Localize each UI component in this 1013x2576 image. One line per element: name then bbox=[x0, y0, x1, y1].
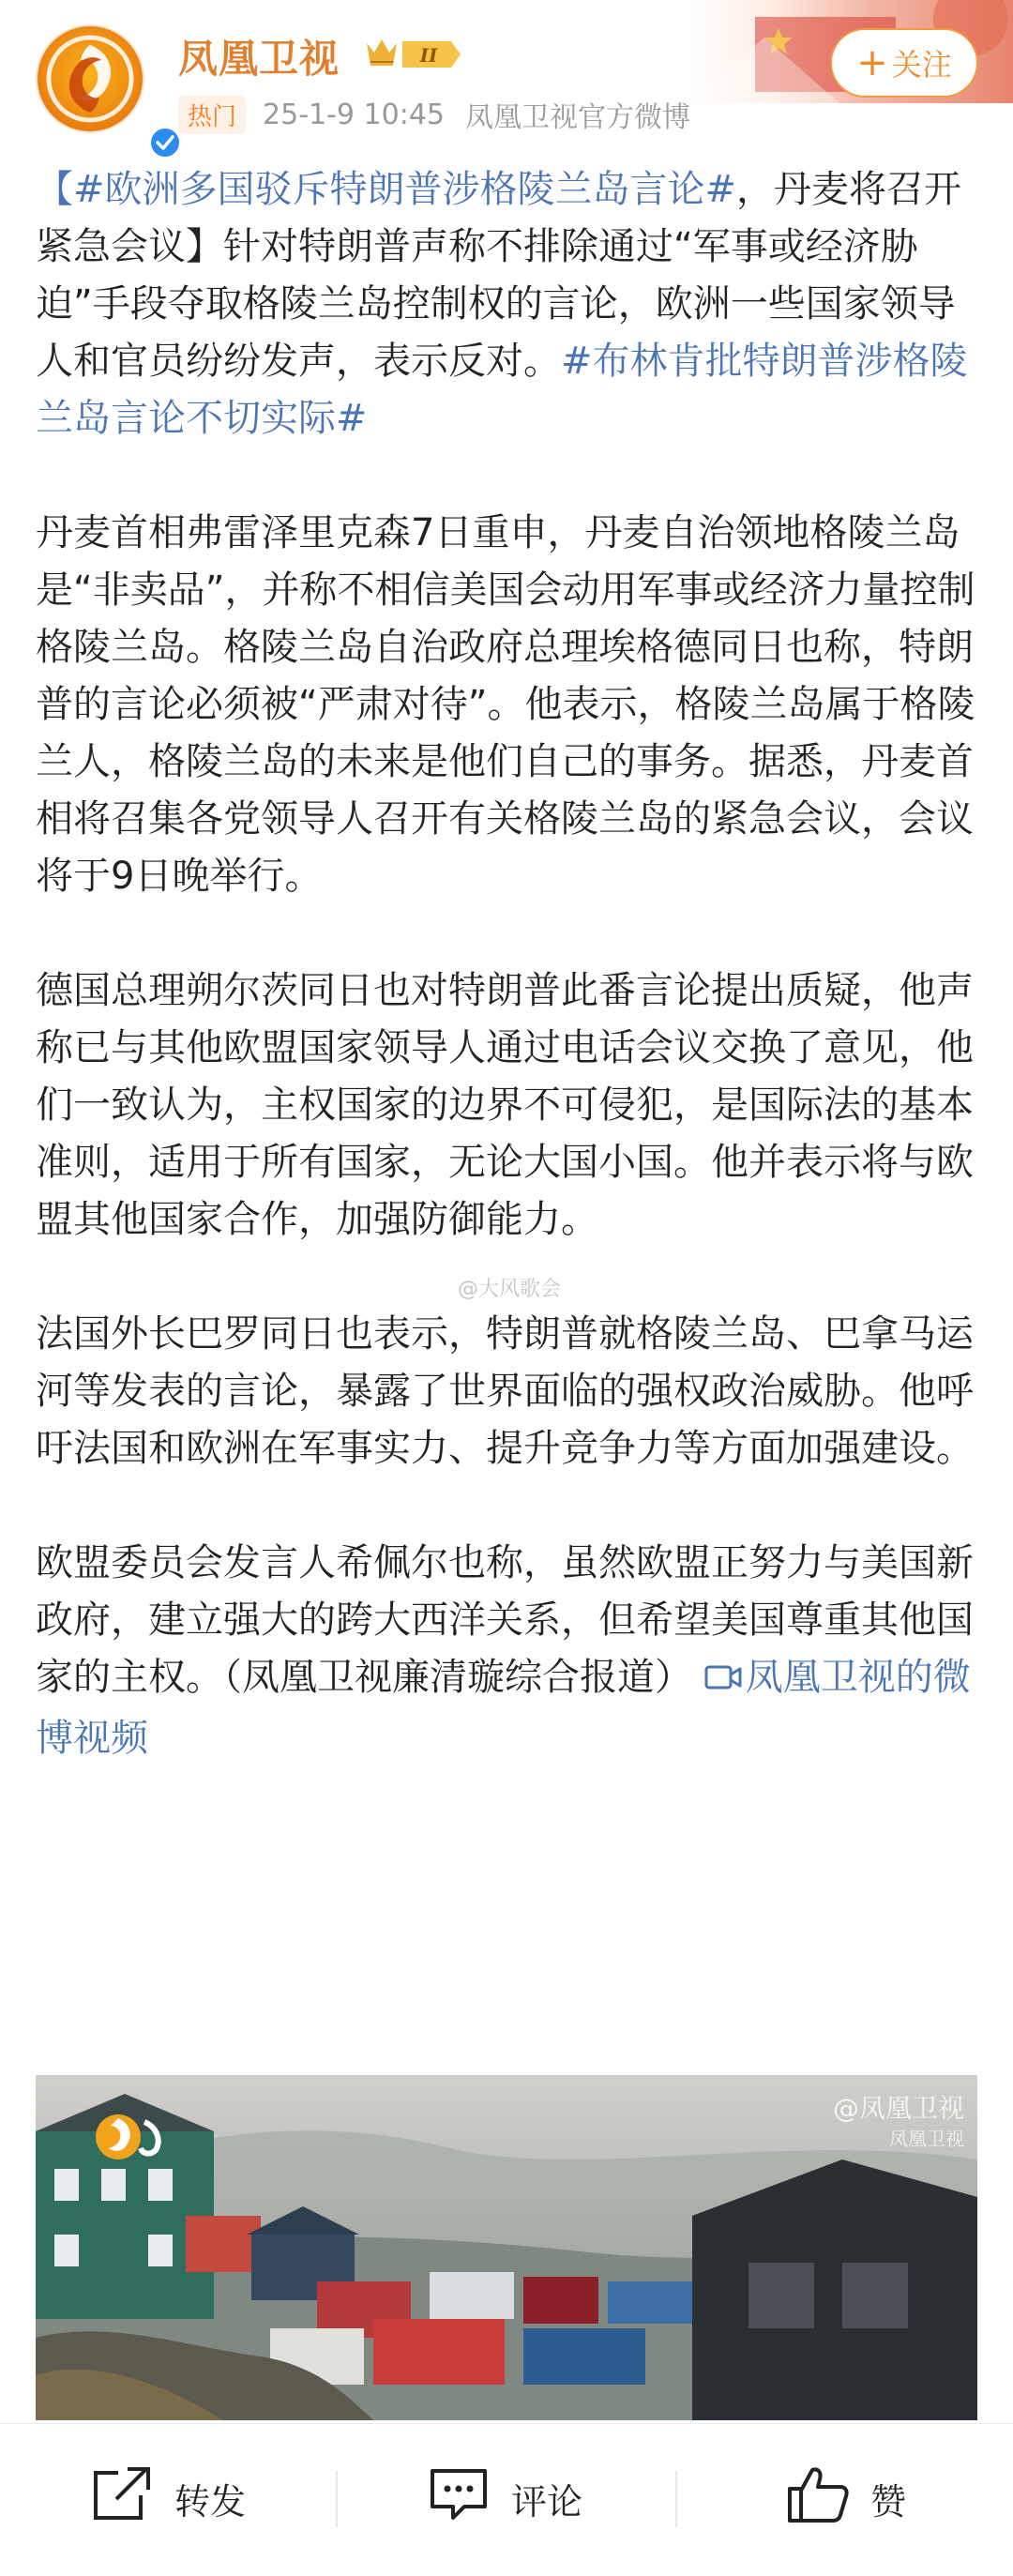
paragraph-2: 丹麦首相弗雷泽里克森7日重申，丹麦自治领地格陵兰岛是“非卖品”，并称不相信美国会动用军事或经济力量控制格陵兰岛。格陵兰岛自治政府总理埃格德同日也称，特朗普的言论必须被“严肃对待”。他表示，格陵兰岛属于格陵兰人，格陵兰岛的未来是他们自己的事务。据悉，丹麦首相将召集各党领导人召开有关格陵兰岛的紧急会议，会议将于9日晚举行。 bbox=[36, 511, 975, 898]
video-watermark-main: @凤凰卫视 bbox=[832, 2093, 964, 2124]
bracket-open: 【 bbox=[36, 168, 73, 211]
action-divider bbox=[675, 2471, 677, 2527]
paragraph-3: 德国总理朔尔茨同日也对特朗普此番言论提出质疑，他声称已与其他欧盟国家领导人通过电话会议交换了意见，他们一致认为，主权国家的边界不可侵犯，是国际法的基本准则，适用于所有国家，无论大国小国。他并表示将与欧盟其他国家合作，加强防御能力。 bbox=[36, 969, 974, 1241]
account-avatar[interactable] bbox=[38, 26, 143, 131]
comment-button[interactable] bbox=[427, 2465, 582, 2531]
comment-label: 评论 bbox=[511, 2480, 583, 2523]
thumbs-up-icon bbox=[786, 2464, 850, 2533]
repost-icon bbox=[90, 2465, 154, 2532]
paragraph-5-text: 欧盟委员会发言人希佩尔也称，虽然欧盟正努力与美国新政府，建立强大的跨大西洋关系，但希望美国尊重其他国家的主权。（凤凰卫视廉清璇综合报道） bbox=[36, 1541, 974, 1699]
vip-level-text: II bbox=[419, 44, 438, 67]
action-divider bbox=[336, 2471, 338, 2527]
video-link-text: 凤凰卫视的微博视频 bbox=[36, 1656, 971, 1760]
hot-badge: 热门 bbox=[178, 96, 246, 134]
comment-icon bbox=[427, 2465, 491, 2532]
channel-logo-icon bbox=[90, 2109, 174, 2165]
repost-label: 转发 bbox=[174, 2480, 247, 2523]
post-body bbox=[36, 161, 977, 1767]
paragraph-4: 法国外长巴罗同日也表示，特朗普就格陵兰岛、巴拿马运河等发表的言论，暴露了世界面临的强权政治威胁。他呼吁法国和欧洲在军事实力、提升竞争力等方面加强建设。 bbox=[36, 1312, 974, 1470]
vip-level-badge[interactable] bbox=[361, 34, 464, 75]
like-label: 赞 bbox=[870, 2480, 907, 2523]
video-watermark bbox=[833, 2094, 964, 2154]
plus-icon: + bbox=[856, 41, 888, 84]
action-bar bbox=[0, 2423, 1013, 2576]
post-source: 凤凰卫视官方微博 bbox=[465, 101, 691, 134]
topic-tag-link[interactable]: #欧洲多国驳斥特朗普涉格陵兰岛言论# bbox=[73, 168, 737, 211]
topic-tag-link-2[interactable]: #布林肯批特朗普涉格陵兰岛言论不切实际# bbox=[36, 340, 968, 440]
video-icon bbox=[704, 1653, 742, 1710]
video-watermark-sub: 凤凰卫视 bbox=[889, 2128, 964, 2150]
verified-badge-icon bbox=[148, 126, 182, 159]
paragraph-5 bbox=[36, 1535, 977, 1767]
account-name[interactable]: 凤凰卫视 bbox=[178, 36, 340, 82]
follow-button[interactable] bbox=[830, 28, 978, 98]
paragraph-1-text: ，丹麦将召开紧急会议】针对特朗普声称不排除通过“军事或经济胁迫”手段夺取格陵兰岛控制权的言论，欧洲一些国家领导人和官员纷纷发声，表示反对。 bbox=[36, 168, 962, 383]
post-header bbox=[0, 0, 1013, 150]
post-timestamp: 25-1-9 10:45 bbox=[263, 98, 446, 131]
follow-label: 关注 bbox=[891, 47, 952, 83]
text-watermark: @大风歌会 bbox=[458, 1278, 562, 1301]
like-button[interactable] bbox=[786, 2465, 906, 2531]
post-meta bbox=[178, 94, 690, 135]
video-player[interactable] bbox=[36, 2075, 977, 2420]
repost-button[interactable] bbox=[90, 2465, 246, 2531]
paragraph-1 bbox=[36, 161, 977, 447]
